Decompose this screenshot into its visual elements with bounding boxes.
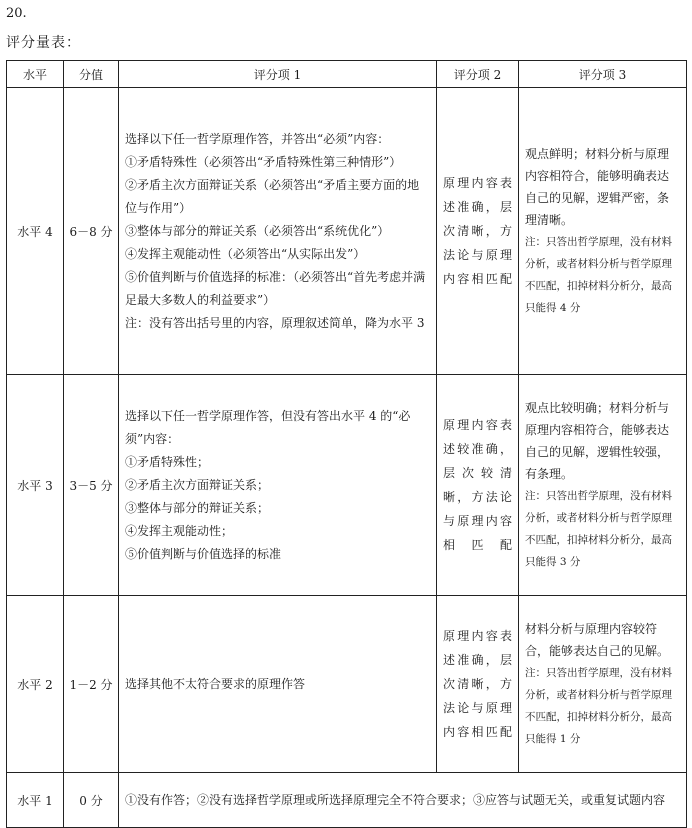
item1-line: ④发挥主观能动性； <box>125 523 234 538</box>
table-row-level-4 <box>7 88 687 375</box>
level-cell: 水平 3 <box>7 375 64 596</box>
item1-line: 选择以下任一哲学原理作答，但没有答出水平 4 的“必须”内容： <box>125 408 411 446</box>
item1-line: ③整体与部分的辩证关系（必须答出“系统优化”） <box>125 223 390 238</box>
level-cell: 水平 1 <box>7 773 64 828</box>
item3-main: 材料分析与原理内容较符合，能够表达自己的见解。 <box>525 622 670 658</box>
item-merged-cell: ①没有作答；②没有选择哲学原理或所选择原理完全不符合要求；③应答与试题无关，或重复试题内容 <box>119 773 687 828</box>
level-cell: 水平 2 <box>7 596 64 773</box>
item1-line: ⑤价值判断与价值选择的标准 <box>125 546 282 561</box>
header-row <box>7 61 687 88</box>
item1-line: ⑤价值判断与价值选择的标准：（必须答出“首先考虑并满足最大多数人的利益要求”） <box>125 269 426 307</box>
item2-cell: 原理内容表述较准确，层次较清晰，方法论与原理内容相匹配 <box>437 375 519 596</box>
item1-line: 选择以下任一哲学原理作答，并答出“必须”内容： <box>125 131 390 146</box>
item1-cell <box>119 375 437 596</box>
points-cell: 6－8 分 <box>64 88 119 375</box>
item2-cell: 原理内容表述准确，层次清晰，方法论与原理内容相匹配 <box>437 88 519 375</box>
item2-cell: 原理内容表述准确，层次清晰，方法论与原理内容相匹配 <box>437 596 519 773</box>
item3-cell <box>519 88 687 375</box>
item1-cell <box>119 88 437 375</box>
rubric-caption: 评分量表： <box>6 35 81 51</box>
item1-cell <box>119 596 437 773</box>
item3-cell <box>519 596 687 773</box>
table-row-level-2 <box>7 596 687 773</box>
item3-note: 注：只答出哲学原理，没有材料分析，或者材料分析与哲学原理不匹配，扣掉材料分析分，最高只能得 1 分 <box>525 667 672 745</box>
item1-line: ④发挥主观能动性（必须答出“从实际出发”） <box>125 246 366 261</box>
points-cell: 1－2 分 <box>64 596 119 773</box>
header-item1: 评分项 1 <box>119 61 437 88</box>
item1-line: ②矛盾主次方面辩证关系（必须答出“矛盾主要方面的地位与作用”） <box>125 177 420 215</box>
item3-cell <box>519 375 687 596</box>
item3-note: 注：只答出哲学原理，没有材料分析，或者材料分析与哲学原理不匹配，扣掉材料分析分，最高只能得 4 分 <box>525 236 672 314</box>
header-level: 水平 <box>7 61 64 88</box>
item1-line: ①矛盾特殊性（必须答出“矛盾特殊性第三种情形”） <box>125 154 402 169</box>
header-points: 分值 <box>64 61 119 88</box>
rubric-table <box>6 60 687 828</box>
header-item2: 评分项 2 <box>437 61 519 88</box>
question-number: 20. <box>6 6 27 21</box>
item1-line: ①矛盾特殊性； <box>125 454 210 469</box>
item3-note: 注：只答出哲学原理，没有材料分析，或者材料分析与哲学原理不匹配，扣掉材料分析分，最高只能得 3 分 <box>525 490 672 568</box>
item1-line: 选择其他不太符合要求的原理作答 <box>125 676 306 691</box>
level-cell: 水平 4 <box>7 88 64 375</box>
table-row-level-1 <box>7 773 687 828</box>
item1-note: 注：没有答出括号里的内容，原理叙述简单，降为水平 3 <box>125 315 425 330</box>
item1-line: ③整体与部分的辩证关系； <box>125 500 270 515</box>
header-item3: 评分项 3 <box>519 61 687 88</box>
points-cell: 3－5 分 <box>64 375 119 596</box>
item3-main: 观点鲜明；材料分析与原理内容相符合，能够明确表达自己的见解，逻辑严密，条理清晰。 <box>525 147 670 227</box>
table-row-level-3 <box>7 375 687 596</box>
item3-main: 观点比较明确；材料分析与原理内容相符合，能够表达自己的见解，逻辑性较强，有条理。 <box>525 401 670 481</box>
item1-line: ②矛盾主次方面辩证关系； <box>125 477 270 492</box>
points-cell: 0 分 <box>64 773 119 828</box>
